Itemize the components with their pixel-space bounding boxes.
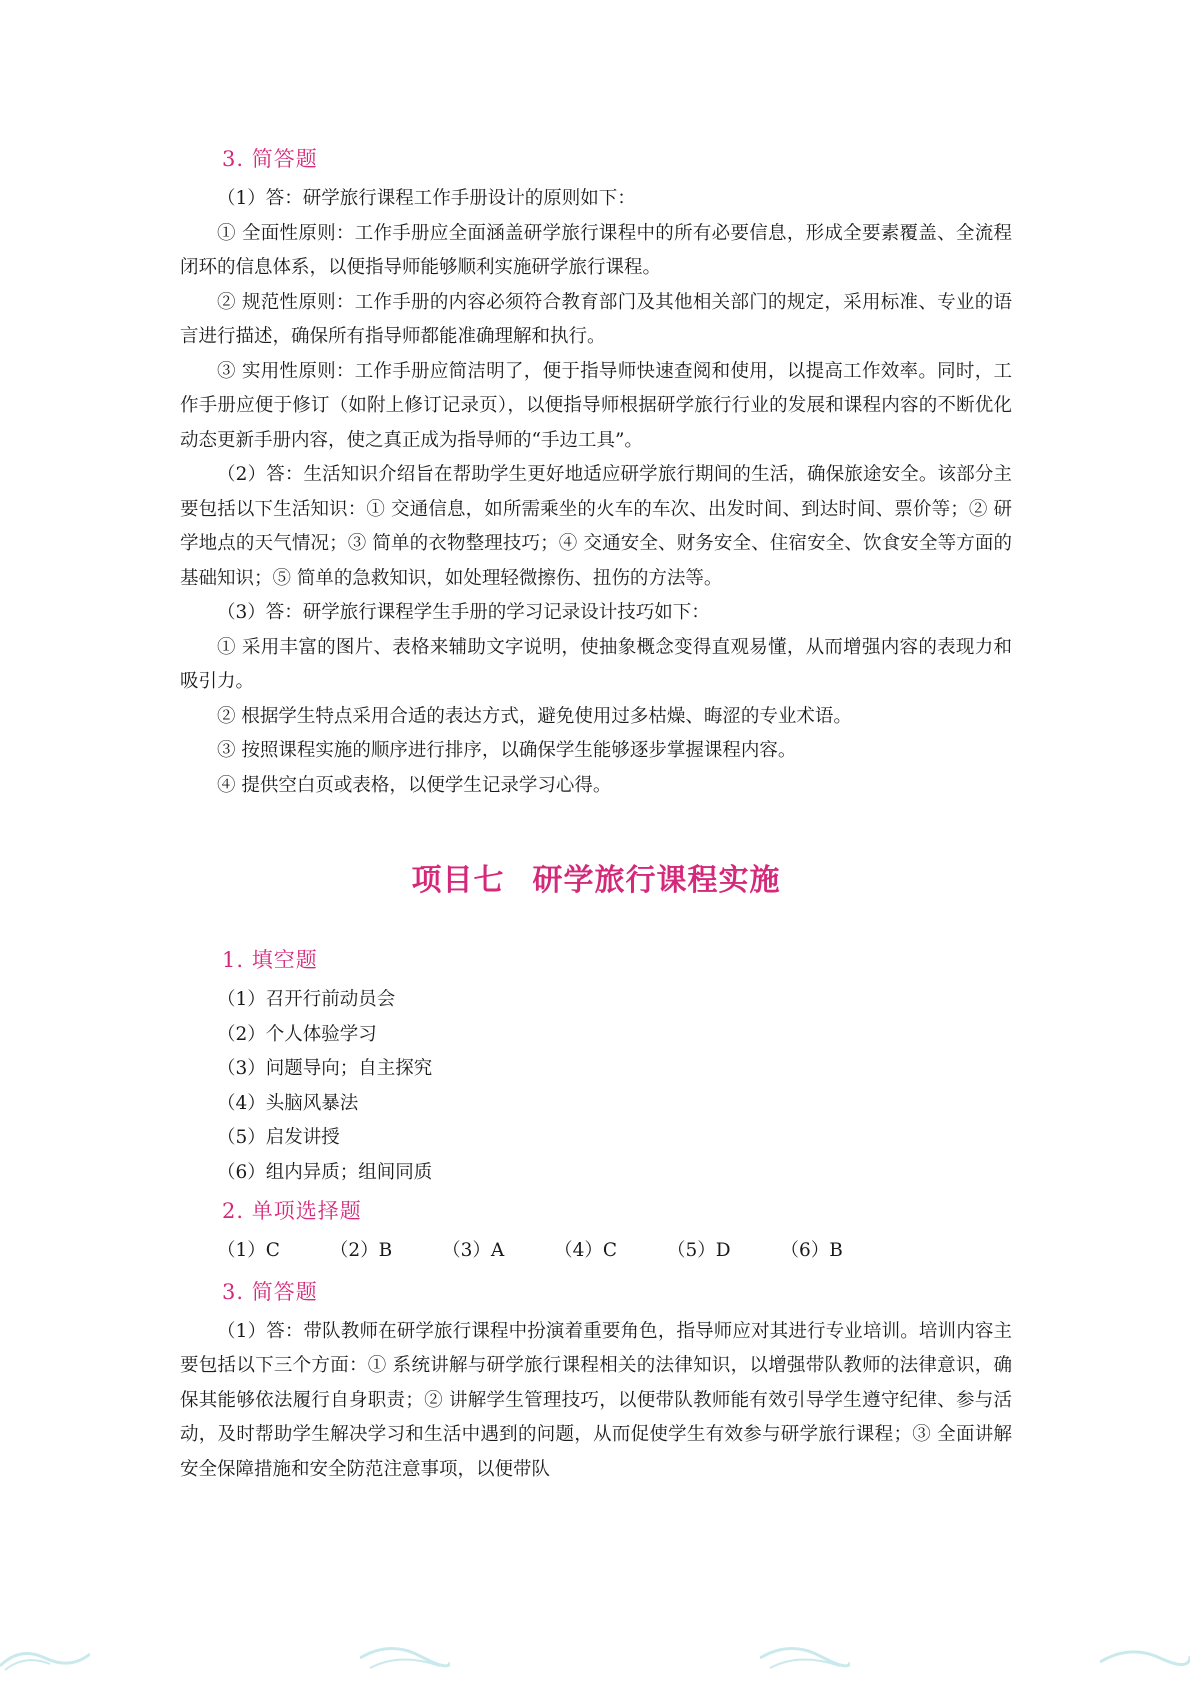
fill-blank-answer: （4）头脑风暴法 xyxy=(217,1092,359,1114)
fill-blank-answer: （1）召开行前动员会 xyxy=(217,989,396,1010)
answer-paragraph: （1）答：研学旅行课程工作手册设计的原则如下： xyxy=(217,188,636,209)
section-heading-single-choice: 2. 单项选择题 xyxy=(222,1199,362,1223)
single-choice-answers xyxy=(180,1234,1012,1269)
answer-paragraph: ③ 按照课程实施的顺序进行排序，以确保学生能够逐步掌握课程内容。 xyxy=(217,740,797,761)
watermark-logo xyxy=(1100,1636,1190,1672)
page-content xyxy=(180,142,1012,1487)
choice-answer: （2）B xyxy=(329,1240,393,1261)
answer-paragraph: ④ 提供空白页或表格，以便学生记录学习心得。 xyxy=(217,774,612,796)
choice-answer: （5）D xyxy=(666,1240,731,1261)
project-title-name: 研学旅行课程实施 xyxy=(532,863,781,898)
answer-paragraph: ② 规范性原则：工作手册的内容必须符合教育部门及其他相关部门的规定，采用标准、专业的语言进行描述，确保所有指导师都能准确理解和执行。 xyxy=(180,291,1012,347)
fill-blank-answer: （2）个人体验学习 xyxy=(217,1023,377,1045)
answer-paragraph: ① 全面性原则：工作手册应全面涵盖研学旅行课程中的所有必要信息，形成全要素覆盖、全流程闭环的信息体系，以便指导师能够顺利实施研学旅行课程。 xyxy=(180,222,1012,278)
watermark-logo xyxy=(0,1636,90,1672)
choice-answer: （4）C xyxy=(554,1240,618,1261)
answer-paragraph: ① 采用丰富的图片、表格来辅助文字说明，使抽象概念变得直观易懂，从而增强内容的表现力和吸引力。 xyxy=(180,636,1012,692)
answer-paragraph: ② 根据学生特点采用合适的表达方式，避免使用过多枯燥、晦涩的专业术语。 xyxy=(217,705,852,727)
answer-paragraph: （3）答：研学旅行课程学生手册的学习记录设计技巧如下： xyxy=(217,602,710,623)
fill-blank-answer: （5）启发讲授 xyxy=(217,1127,340,1148)
watermark-logo xyxy=(360,1636,450,1672)
fill-blank-answer: （3）问题导向；自主探究 xyxy=(217,1058,433,1079)
choice-answer: （3）A xyxy=(442,1240,505,1261)
watermark-logo xyxy=(760,1636,850,1672)
answer-paragraph: （2）答：生活知识介绍旨在帮助学生更好地适应研学旅行期间的生活，确保旅途安全。该部分主要包括以下生活知识：① 交通信息，如所需乘坐的火车的车次、出发时间、到达时间、票价等；② 研学地点的天气情况；③ 简单的衣物整理技巧；④ 交通安全、财务安全、住宿安全、饮食安全等方面的基础知识；⑤ 简单的急救知识，如处理轻微擦伤、扭伤的方法等。 xyxy=(180,464,1012,589)
section-heading-short-answer: 3. 简答题 xyxy=(222,147,318,171)
fill-blank-answer: （6）组内异质；组间同质 xyxy=(217,1161,433,1183)
choice-answer: （6）B xyxy=(780,1240,843,1261)
project-title-number: 项目七 xyxy=(411,863,505,898)
section-heading-short-answer-2: 3. 简答题 xyxy=(222,1279,318,1304)
answer-paragraph: （1）答：带队教师在研学旅行课程中扮演着重要角色，指导师应对其进行专业培训。培训内容主要包括以下三个方面：① 系统讲解与研学旅行课程相关的法律知识，以增强带队教师的法律意识，确保其能够依法履行自身职责；② 讲解学生管理技巧，以便带队教师能有效引导学生遵守纪律、参与活动，及时帮助学生解决学习和生活中遇到的问题，从而促使学生有效参与研学旅行课程；③ 全面讲解安全保障措施和安全防范注意事项，以便带队 xyxy=(180,1320,1012,1480)
project-title xyxy=(180,855,1012,899)
watermark-strip xyxy=(0,1624,1191,1684)
answer-paragraph: ③ 实用性原则：工作手册应简洁明了，便于指导师快速查阅和使用，以提高工作效率。同时，工作手册应便于修订（如附上修订记录页），以便指导师根据研学旅行行业的发展和课程内容的不断优化动态更新手册内容，使之真正成为指导师的“手边工具”。 xyxy=(180,360,1012,451)
choice-answer: （1）C xyxy=(217,1240,280,1261)
section-heading-fill-blank: 1. 填空题 xyxy=(222,948,318,972)
